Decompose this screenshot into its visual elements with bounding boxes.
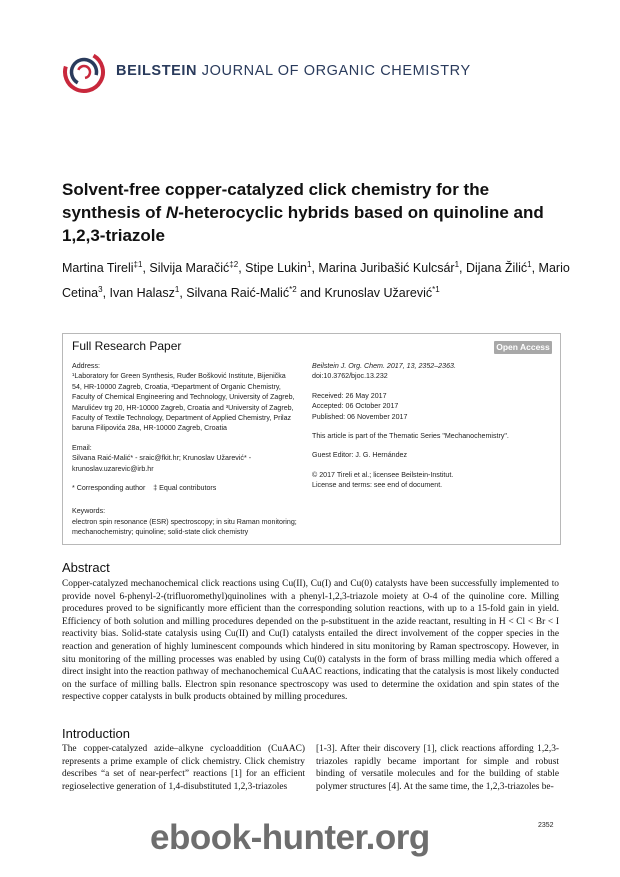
page-number: 2352 (538, 822, 554, 829)
author-name: Silvana Raić-Malić (186, 286, 290, 301)
guest-editor: Guest Editor: J. G. Hernández (312, 451, 408, 460)
journal-name (116, 63, 471, 79)
info-right-column (312, 361, 552, 491)
author-list: Martina Tireli$^{\ddagger 1}$, Silvija Maračić$^{\ddagger 2}$, Stipe Lukin$^1$, Marina Juribašić Kulcsár$^1$, Dijana Žilić$^1$, Mario Cetina$^3$, Ivan Halasz$^1$, Silvana Raić-Malić$^{*2}$ and Krunoslav Užarević$^{*1}$ (62, 260, 570, 301)
address-text: ¹Laboratory for Green Synthesis, Ruđer Bošković Institute, Bijenička 54, HR-10000 Zagreb, Croatia, ²Department of Organic Chemistry, Faculty of Chemical Engineering and Technology, University of Zagreb, Marulićev trg 20, HR-10000 Zagreb, Croatia and ³University of Zagreb, Faculty of Textile Technology, Department of Applied Chemistry, Prilaz baruna Filipovića 28a, HR-10000 Zagreb, Croatia (72, 372, 295, 433)
author-affiliation: *2 (289, 285, 297, 295)
article-title: Solvent-free copper-catalyzed click chemistry for the synthesis of N-heterocyclic hybrids based on quinoline and 1,2,3-triazole (62, 180, 544, 245)
author-name: Mario Cetina (62, 261, 570, 301)
author-name: Marina Juribašić Kulcsár (318, 261, 455, 276)
citation: Beilstein J. Org. Chem. 2017, 13, 2352–2363. (312, 362, 456, 370)
thematic-series: This article is part of the Thematic Series "Mechanochemistry". (312, 432, 509, 441)
introduction-heading: Introduction (62, 726, 130, 741)
journal-name-rest: JOURNAL OF ORGANIC CHEMISTRY (197, 63, 471, 79)
author-name: Dijana Žilić (466, 261, 528, 276)
author-name: Stipe Lukin (245, 261, 308, 276)
author-affiliation: ‡1 (133, 260, 143, 269)
email-text: Silvana Raić-Malić* - sraic@fkit.hr; Krunoslav Užarević* - krunoslav.uzarevic@irb.hr (72, 454, 252, 473)
author-affiliation: 3 (98, 285, 103, 295)
author-name: Ivan Halasz (109, 286, 175, 301)
author-affiliation: *1 (432, 285, 440, 295)
intro-left-column: The copper-catalyzed azide–alkyne cycloaddition (CuAAC) represents a prime example of click chemistry. Click chemistry describes “a set of near-perfect” reactions [1] for an efficient regioselective generation of 1,4-disubstituted 1,2,3-triazoles (62, 744, 305, 792)
author-name: Martina Tireli (62, 261, 134, 276)
author-affiliation: ‡2 (229, 260, 239, 269)
author-affiliation: 1 (307, 260, 312, 269)
intro-right-column: [1-3]. After their discovery [1], click reactions affording 1,2,3-triazoles rapidly became important for simple and robust binding of versatile molecules and for the building of stable polymer structures [4]. At the same time, the 1,2,3-triazoles be- (316, 744, 559, 792)
author-affiliation: 1 (527, 260, 532, 269)
abstract-heading: Abstract (62, 560, 110, 575)
received-date: Received: 26 May 2017 (312, 391, 387, 400)
accepted-date: Accepted: 06 October 2017 (312, 402, 399, 411)
author-affiliation: 1 (174, 285, 180, 295)
info-left-column (72, 361, 297, 538)
watermark: ebook-hunter.org (150, 818, 430, 857)
article-type: Full Research Paper (72, 339, 182, 353)
author-affiliation: 1 (454, 260, 460, 269)
address-label: Address: (72, 362, 100, 370)
journal-name-bold: BEILSTEIN (116, 63, 198, 79)
copyright: © 2017 Tireli et al.; licensee Beilstein-Institut. (312, 470, 454, 479)
journal-logo-icon (62, 50, 106, 94)
footnote: * Corresponding author ‡ Equal contributors (72, 484, 217, 493)
keywords-label: Keywords: (72, 507, 106, 516)
abstract-text: Copper-catalyzed mechanochemical click reactions using Cu(II), Cu(I) and Cu(0) catalysts have been successfully implemented to provide novel 6-phenyl-2-(trifluoromethyl)quinolines with a phenyl-1,2,3-triazole moiety at O-4 of the quinoline core. Milling procedures proved to be significantly more efficient than the corresponding solution reactions, with up to a 15-fold gain in yield. Efficiency of both solution and milling procedures depended on the p-substituent in the azide reactant, resulting in H < Cl < Br < I reactivity bias. Solid-state catalysis using Cu(II) and Cu(I) catalysts entailed the direct involvement of the copper species in the reaction and generation of highly luminescent compounds which hindered in situ monitoring by Raman spectroscopy. However, in situ monitoring of the milling processes was enabled by using Cu(0) catalysts in the form of brass milling media which offered a direct insight into the reaction pathway of mechanochemical CuAAC reactions, indicating that the catalysis is most likely conducted on the surface of milling balls. Electron spin resonance spectroscopy was used to determine the oxidation and spin states of the respective copper catalysts in bulk products obtained by milling procedures. (62, 579, 559, 703)
open-access-badge: Open Access (494, 341, 552, 354)
license: License and terms: see end of document. (312, 481, 443, 490)
author-name: Krunoslav Užarević (324, 286, 433, 301)
keywords-text: electron spin resonance (ESR) spectroscopy; in situ Raman monitoring; mechanochemistry; quinoline; solid-state click chemistry (72, 517, 297, 537)
email-label: Email: (72, 443, 92, 452)
published-date: Published: 06 November 2017 (312, 412, 408, 421)
author-name: Silvija Maračić (149, 261, 230, 276)
doi: doi:10.3762/bjoc.13.232 (312, 372, 388, 381)
